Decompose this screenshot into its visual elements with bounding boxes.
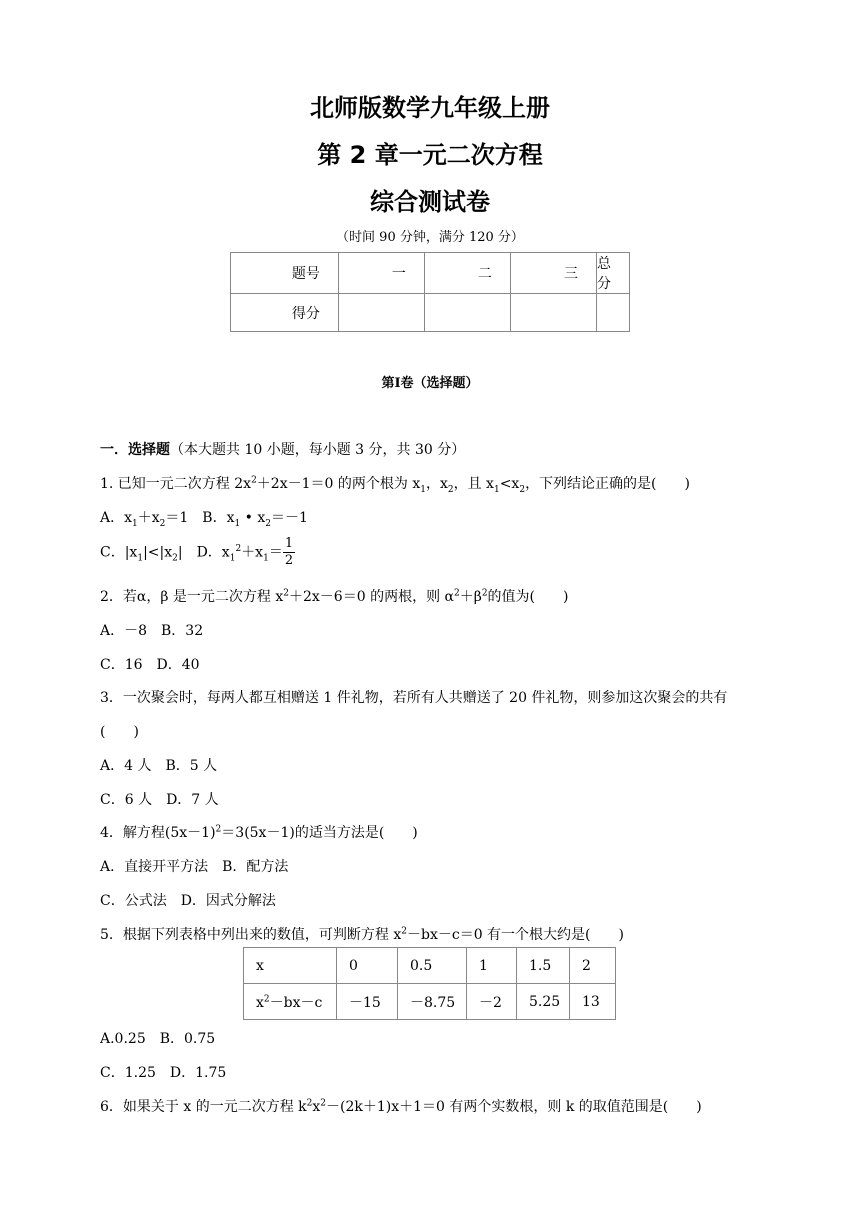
question-1-options-cd: C．$|x_1|<|x_2|$ D．$x_1^2+x_1=$ $\frac{1}{2}$ — [100, 536, 294, 568]
question-6-stem: 6．如果关于 x 的一元二次方程 $k^2x^2-(2k+1)x+1=0$ 有两个实数根，则 k 的取值范围是( ) — [100, 1098, 702, 1115]
fraction: $\frac{1}{2}$ — [284, 536, 294, 568]
score-table — [230, 252, 630, 332]
score-cell — [424, 294, 510, 332]
score-header-cell: 总分 — [597, 253, 630, 294]
question-3-options-cd: C．6 人 D．7 人 — [100, 792, 219, 808]
value-table-cell: －2 — [467, 984, 517, 1020]
question-3-options-ab: A．4 人 B．5 人 — [100, 758, 218, 774]
value-table-cell: 1 — [467, 948, 517, 984]
value-table-cell: －15 — [337, 984, 398, 1020]
score-row-label: 得分 — [231, 294, 339, 332]
part-title-bold: 一．选择题 — [100, 442, 170, 458]
value-table-cell: 0.5 — [398, 948, 467, 984]
question-1-stem: 1. 已知一元二次方程 $2x^2+2x-1=0$ 的两个根为 $x_1$，$x_2$，且 $x_1<x_2$，下列结论正确的是( ) — [100, 475, 690, 495]
chapter-title: 第 2 章一元二次方程 — [317, 141, 543, 169]
score-cell — [338, 294, 424, 332]
question-4-options-ab: A．直接开平方法 B．配方法 — [100, 859, 289, 875]
value-table-cell: 2 — [570, 948, 616, 984]
question-4-stem: 4．解方程$(5x-1)^2=3(5x-1)$的适当方法是( ) — [100, 824, 418, 841]
value-table-cell: 5.25 — [517, 984, 570, 1020]
part-title — [100, 439, 465, 459]
doc-title: 北师版数学九年级上册 — [310, 94, 550, 122]
score-header-cell: 三 — [510, 253, 596, 294]
value-table-cell: 13 — [570, 984, 616, 1020]
question-2-options-cd: C．16 D．40 — [100, 657, 200, 673]
value-table-cell: x — [244, 948, 337, 984]
question-3-stem: 3．一次聚会时，每两人都互相赠送 1 件礼物，若所有人共赠送了 20 件礼物，则参加这次聚会的共有 — [100, 690, 728, 706]
question-1-options-ab: A．$x_1+x_2=1$ B．$x_1$ • $x_2=-1$ — [100, 510, 308, 529]
question-4-options-cd: C．公式法 D．因式分解法 — [100, 893, 276, 909]
value-table — [243, 947, 616, 1020]
value-table-cell: －8.75 — [398, 984, 467, 1020]
part-title-rest: （本大题共 10 小题，每小题 3 分，共 30 分） — [170, 442, 466, 458]
section-heading: 第Ⅰ卷（选择题） — [381, 376, 479, 391]
question-2-stem: 2．若α，β 是一元二次方程 $x^2+2x-6=0$ 的两根，则 $\alpha^2+\beta^2$的值为( ) — [100, 588, 569, 605]
question-3-stem-cont: ( ) — [100, 724, 139, 740]
value-table-cell: 0 — [337, 948, 398, 984]
question-5-options-ab: A.0.25 B．0.75 — [100, 1031, 216, 1047]
score-header-cell: 二 — [424, 253, 510, 294]
time-note: （时间 90 分钟，满分 120 分） — [336, 230, 524, 245]
score-cell — [597, 294, 630, 332]
test-title: 综合测试卷 — [370, 188, 490, 216]
score-cell — [510, 294, 596, 332]
score-header-cell: 一 — [338, 253, 424, 294]
question-5-stem: 5．根据下列表格中列出来的数值，可判断方程 $x^2-bx-c=0$ 有一个根大约是( ) — [100, 926, 624, 943]
value-table-row-head: $x^2-bx-c$ — [244, 984, 337, 1020]
value-table-cell: 1.5 — [517, 948, 570, 984]
question-5-options-cd: C．1.25 D．1.75 — [100, 1065, 227, 1081]
score-header-cell: 题号 — [231, 253, 339, 294]
question-2-options-ab: A．－8 B．32 — [100, 623, 204, 639]
